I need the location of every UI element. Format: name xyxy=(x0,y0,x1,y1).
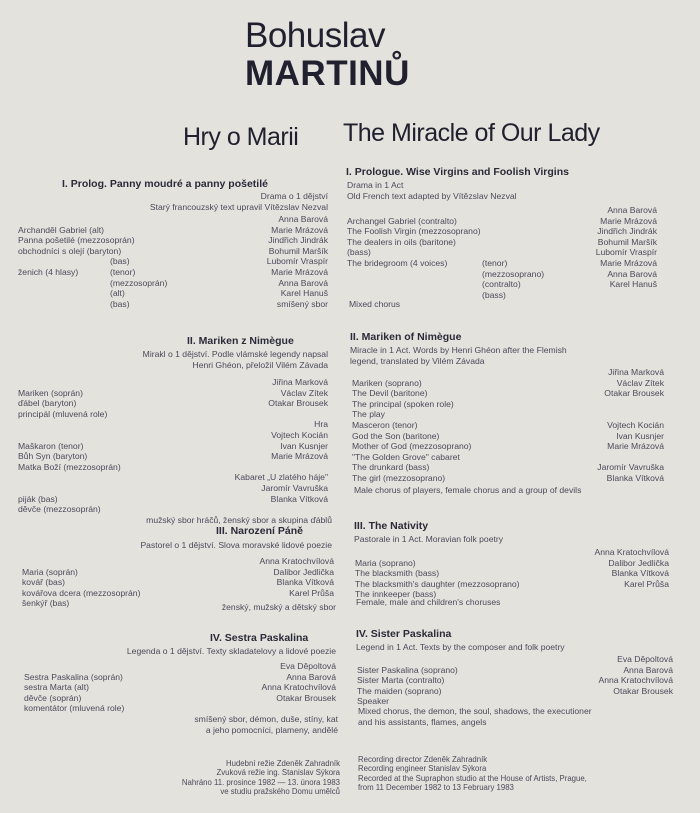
role-name: Masceron (tenor) xyxy=(352,419,418,430)
role-name: God the Son (baritone) xyxy=(352,430,440,441)
cast-row xyxy=(352,399,664,410)
cast-row xyxy=(347,269,657,280)
cast-row xyxy=(24,693,336,704)
singer-name: Marie Mrázová xyxy=(607,441,664,452)
singer-name: Blanka Vítková xyxy=(276,577,334,588)
title-czech: Hry o Marii xyxy=(183,123,299,151)
singer-name: Dalibor Jedlička xyxy=(273,566,334,577)
cz-s2-sub-line: Mirakl o 1 dějství. Podle vlámské legendy napsal xyxy=(142,349,328,359)
cast-row xyxy=(352,367,664,378)
cast-row xyxy=(355,558,669,569)
en-section-2-heading: II. Mariken of Nimègue xyxy=(350,331,462,343)
cz-section-2-sub xyxy=(40,349,328,370)
role-name: Archangel Gabriel (contralto) xyxy=(347,215,457,226)
role-name: sestra Marta (alt) xyxy=(24,682,89,693)
role-name: děvče (soprán) xyxy=(24,692,82,703)
singer-name: Anna Kratochvílová xyxy=(259,556,334,566)
en-s2-chorus-line: Male chorus of players, female chorus and a group of devils xyxy=(354,485,582,495)
cz-section-2-chorus xyxy=(40,515,332,526)
singer-name: Anna Barová xyxy=(278,214,328,224)
en-section-1-roles xyxy=(347,205,657,300)
singer-name: Bohumil Maršík xyxy=(268,245,328,256)
title-english: The Miracle of Our Lady xyxy=(343,119,600,147)
singer-name: Jaromír Vavruška xyxy=(597,462,664,473)
role-name: The principal (spoken role) xyxy=(352,398,454,409)
singer-name: Karel Průša xyxy=(289,587,334,598)
cast-row xyxy=(18,472,328,483)
singer-name: Jiřina Marková xyxy=(608,367,664,377)
cast-row xyxy=(18,441,328,452)
role-name: Panna pošetilé (mezzosoprán) xyxy=(18,235,135,246)
cast-row xyxy=(18,388,328,399)
singer-name: Karel Hanuš xyxy=(609,279,657,290)
cz-s2-chorus-line: mužský sbor hráčů, ženský sbor a skupina ďáblů xyxy=(146,515,332,525)
singer-name: Anna Barová xyxy=(623,664,673,675)
role-name: Maria (soprán) xyxy=(22,566,78,577)
singer-name: smíšený sbor xyxy=(276,298,328,309)
en-section-3-heading: III. The Nativity xyxy=(354,520,429,532)
role-name: Speaker xyxy=(357,696,390,707)
cast-row xyxy=(357,675,673,686)
composer-first-name: Bohuslav xyxy=(245,16,385,55)
singer-name: Dalibor Jedlička xyxy=(608,557,669,568)
cast-row xyxy=(352,420,664,431)
en-s1-sub-line: Old French text adapted by Vítězslav Nezval xyxy=(347,190,517,201)
singer-name: Eva Děpoltová xyxy=(617,654,673,664)
singer-name: Eva Děpoltová xyxy=(280,661,336,671)
cast-row xyxy=(352,441,664,452)
singer-name: Jindřich Jindrák xyxy=(268,235,328,246)
cast-row xyxy=(18,462,328,473)
cast-row xyxy=(18,504,328,515)
singer-name: Ivan Kusnjer xyxy=(616,430,664,441)
singer-name: Anna Barová xyxy=(607,268,657,279)
role-name: The play xyxy=(352,409,385,420)
role-name: Sestra Paskalina (soprán) xyxy=(24,671,123,682)
cz-credits xyxy=(130,759,340,796)
cast-row xyxy=(18,409,328,420)
singer-name: Kabaret „U zlatého háje" xyxy=(234,472,328,483)
voice-type: (mezzosoprano) xyxy=(482,268,545,279)
cz-s1-sub-line: Drama o 1 dějství xyxy=(260,191,328,201)
voice-type: (alt) xyxy=(110,288,125,299)
en-section-2-sub xyxy=(350,345,670,366)
cast-row xyxy=(18,430,328,441)
cz-s4-chorus-line: a jeho pomocníci, plameny, andělé xyxy=(205,724,338,735)
cast-row xyxy=(347,237,657,248)
cast-row xyxy=(22,588,334,599)
cast-row xyxy=(24,672,336,683)
cast-row xyxy=(18,419,328,430)
singer-name: Marie Mrázová xyxy=(271,224,328,235)
en-section-4-roles xyxy=(357,654,673,707)
cz-s4-chorus-line: smíšený sbor, démon, duše, stíny, kat xyxy=(194,714,338,724)
voice-type: (bas) xyxy=(110,256,130,267)
role-name: "The Golden Grove" cabaret xyxy=(352,451,460,462)
singer-name: Vojtech Kocián xyxy=(607,419,664,430)
cz-section-4-chorus xyxy=(40,714,338,735)
cast-row xyxy=(18,398,328,409)
voice-type: (bass) xyxy=(482,289,506,300)
singer-name: Jindřich Jindrák xyxy=(597,226,657,237)
cast-row xyxy=(24,661,336,672)
cast-row xyxy=(18,267,328,278)
cz-s1-sub-line: Starý francouzský text upravil Vítězslav Nezval xyxy=(149,201,328,212)
cast-row xyxy=(18,299,328,310)
voice-type: (contralto) xyxy=(482,279,521,290)
role-name: kovářova dcera (mezzosoprán) xyxy=(22,587,141,598)
cz-s2-sub-line: Henri Ghéon, přeložil Vilém Závada xyxy=(192,359,328,370)
singer-name: Václav Zítek xyxy=(616,377,664,388)
cast-row xyxy=(357,654,673,665)
singer-name: Václav Zítek xyxy=(280,387,328,398)
cast-row xyxy=(18,278,328,289)
voice-type: (tenor) xyxy=(110,266,136,277)
singer-name: Blanka Vítková xyxy=(606,472,664,483)
en-section-2-roles xyxy=(352,367,664,484)
cast-row xyxy=(352,452,664,463)
en-section-3-roles xyxy=(355,547,669,600)
cast-row xyxy=(22,556,334,567)
role-name: komentátor (mluvená role) xyxy=(24,703,125,714)
cz-section-4-heading: IV. Sestra Paskalina xyxy=(210,632,309,644)
en-credit-line: Recording engineer Stanislav Sýkora xyxy=(358,764,487,774)
singer-name: Marie Mrázová xyxy=(600,257,657,268)
role-name: piják (bas) xyxy=(18,493,58,504)
role-name: The Devil (baritone) xyxy=(352,388,428,399)
role-name: Sister Paskalina (soprano) xyxy=(357,664,458,675)
en-section-1-sub xyxy=(347,180,647,201)
role-name: Mariken (soprán) xyxy=(18,387,83,398)
cast-row xyxy=(18,225,328,236)
role-name: kovář (bas) xyxy=(22,577,65,588)
voice-type: (mezzosoprán) xyxy=(110,277,168,288)
singer-name: Marie Mrázová xyxy=(600,215,657,226)
cast-row xyxy=(347,258,657,269)
singer-name: Blanka Vítková xyxy=(611,568,669,579)
role-name: Mariken (soprano) xyxy=(352,377,422,388)
role-name: ďábel (baryton) xyxy=(18,398,77,409)
cast-row xyxy=(352,378,664,389)
role-name: Matka Boží (mezzosoprán) xyxy=(18,461,121,472)
cast-row xyxy=(18,451,328,462)
voice-type: (bas) xyxy=(110,298,130,309)
en-s3-chorus-line: Female, male and children's choruses xyxy=(356,597,501,607)
en-credit-line: Recorded at the Supraphon studio at the House of Artists, Prague, xyxy=(358,773,587,783)
en-s4-chorus-line: and his assistants, flames, angels xyxy=(358,716,487,727)
en-credit-line: from 11 December 1982 to 13 February 1983 xyxy=(358,782,514,792)
cast-row xyxy=(355,547,669,558)
singer-name: Karel Hanuš xyxy=(280,288,328,299)
cz-s3-sub-line: Pastorel o 1 dějství. Slova moravské lidové poezie xyxy=(140,540,332,550)
en-section-1-heading: I. Prologue. Wise Virgins and Foolish Virgins xyxy=(346,166,569,178)
en-s1-chorus-line: Mixed chorus xyxy=(349,299,401,309)
cz-section-3-sub xyxy=(40,540,332,551)
en-section-4-heading: IV. Sister Paskalina xyxy=(356,628,452,640)
cast-row xyxy=(347,279,657,290)
role-name: The dealers in oils (baritone) xyxy=(347,236,456,247)
cz-section-3-heading: III. Narození Páně xyxy=(216,525,303,537)
cz-section-1-sub xyxy=(40,191,328,212)
singer-name: Karel Průša xyxy=(624,578,669,589)
role-name: The girl (mezzosoprano) xyxy=(352,472,446,483)
en-section-1-chorus xyxy=(349,299,549,310)
role-name: děvče (mezzosoprán) xyxy=(18,504,101,515)
cast-row xyxy=(18,483,328,494)
cast-row xyxy=(347,247,657,258)
singer-name: Jaromír Vavruška xyxy=(261,482,328,493)
singer-name: Anna Kratochvílová xyxy=(598,675,673,686)
en-section-3-sub xyxy=(354,534,654,545)
role-name: Sister Marta (contralto) xyxy=(357,675,445,686)
cast-row xyxy=(22,577,334,588)
role-name: The blacksmith (bass) xyxy=(355,568,440,579)
cast-row xyxy=(24,682,336,693)
en-section-3-chorus xyxy=(356,597,656,608)
role-name: šenkýř (bas) xyxy=(22,598,70,609)
role-name: (bass) xyxy=(347,247,371,258)
en-s4-sub-line: Legend in 1 Act. Texts by the composer and folk poetry xyxy=(356,642,565,652)
cz-section-3-chorus xyxy=(40,602,336,613)
cz-section-1-heading: I. Prolog. Panny moudré a panny pošetilé xyxy=(62,178,268,190)
singer-name: Vojtech Kocián xyxy=(271,429,328,440)
cast-row xyxy=(355,579,669,590)
cast-row xyxy=(18,246,328,257)
cast-row xyxy=(18,288,328,299)
cast-row xyxy=(347,216,657,227)
singer-name: Blanka Vítková xyxy=(270,493,328,504)
cz-section-4-sub xyxy=(40,646,336,657)
singer-name: Marie Mrázová xyxy=(271,266,328,277)
cz-credit-line: ve studiu pražského Domu umělců xyxy=(220,786,340,796)
en-credits xyxy=(358,755,678,792)
en-credit-line: Recording director Zdeněk Zahradník xyxy=(358,755,488,764)
singer-name: Lubomír Vraspír xyxy=(266,256,328,267)
en-s3-sub-line: Pastorale in 1 Act. Moravian folk poetry xyxy=(354,534,504,544)
cast-row xyxy=(352,409,664,420)
cast-row xyxy=(24,703,336,714)
singer-name: Marie Mrázová xyxy=(271,451,328,462)
cz-s3-chorus-line: ženský, mužský a dětský sbor xyxy=(221,602,336,612)
role-name: Maškaron (tenor) xyxy=(18,440,84,451)
cz-section-4-roles xyxy=(24,661,336,714)
singer-name: Otakar Brousek xyxy=(268,398,328,409)
cast-row xyxy=(18,214,328,225)
role-name: obchodníci s olejí (baryton) xyxy=(18,245,122,256)
role-name: The maiden (soprano) xyxy=(357,685,442,696)
cast-row xyxy=(18,256,328,267)
cast-row xyxy=(347,226,657,237)
cast-row xyxy=(18,494,328,505)
singer-name: Anna Kratochvílová xyxy=(261,682,336,693)
cz-credit-line: Nahráno 11. prosince 1982 — 13. února 1983 xyxy=(181,777,340,787)
cz-credit-line: Hudební režie Zdeněk Zahradník xyxy=(226,759,340,768)
en-section-4-chorus xyxy=(358,706,678,727)
role-name: The Foolish Virgin (mezzosoprano) xyxy=(347,226,481,237)
singer-name: Anna Kratochvílová xyxy=(594,547,669,557)
role-name: The blacksmith's daughter (mezzosoprano) xyxy=(355,578,520,589)
en-s2-sub-line: Miracle in 1 Act. Words by Henri Ghéon after the Flemish xyxy=(350,345,567,355)
en-s2-sub-line: legend, translated by Vilém Závada xyxy=(350,355,485,366)
role-name: ženich (4 hlasy) xyxy=(18,266,79,277)
en-s1-sub-line: Drama in 1 Act xyxy=(347,180,404,190)
singer-name: Hra xyxy=(314,419,328,430)
role-name: The bridegroom (4 voices) xyxy=(347,257,448,268)
role-name: principál (mluvená role) xyxy=(18,408,108,419)
cast-row xyxy=(355,568,669,579)
singer-name: Anna Barová xyxy=(278,277,328,288)
singer-name: Anna Barová xyxy=(286,671,336,682)
role-name: Maria (soprano) xyxy=(355,557,416,568)
role-name: Archanděl Gabriel (alt) xyxy=(18,224,104,235)
singer-name: Jiřina Marková xyxy=(272,377,328,387)
cast-row xyxy=(357,686,673,697)
cast-row xyxy=(18,377,328,388)
cast-row xyxy=(352,473,664,484)
composer-last-name: MARTINŮ xyxy=(245,54,410,93)
cz-section-2-heading: II. Mariken z Nimègue xyxy=(187,335,294,347)
role-name: Mother of God (mezzosoprano) xyxy=(352,441,472,452)
cast-row xyxy=(352,462,664,473)
en-s4-chorus-line: Mixed chorus, the demon, the soul, shadows, the executioner xyxy=(358,706,592,716)
cast-row xyxy=(347,205,657,216)
cast-row xyxy=(357,665,673,676)
singer-name: Bohumil Maršík xyxy=(597,236,657,247)
cast-row xyxy=(352,431,664,442)
cast-row xyxy=(18,235,328,246)
singer-name: Otakar Brousek xyxy=(276,692,336,703)
singer-name: Ivan Kusnjer xyxy=(280,440,328,451)
singer-name: Lubomír Vraspír xyxy=(595,247,657,258)
en-section-2-chorus xyxy=(354,485,674,496)
voice-type: (tenor) xyxy=(482,257,508,268)
role-name: Bůh Syn (baryton) xyxy=(18,451,88,462)
singer-name: Otakar Brousek xyxy=(613,685,673,696)
role-name: The drunkard (bass) xyxy=(352,462,430,473)
cast-row xyxy=(352,388,664,399)
singer-name: Anna Barová xyxy=(607,205,657,215)
singer-name: Otakar Brousek xyxy=(604,388,664,399)
cast-row xyxy=(22,567,334,578)
en-section-4-sub xyxy=(356,642,656,653)
cz-s4-sub-line: Legenda o 1 dějství. Texty skladatelovy a lidové poezie xyxy=(126,646,336,656)
role-name: The innkeeper (bass) xyxy=(355,589,437,600)
cz-credit-line: Zvuková režie ing. Stanislav Sýkora xyxy=(216,768,340,778)
cz-section-1-roles xyxy=(18,214,328,309)
cz-section-2-roles xyxy=(18,377,328,515)
